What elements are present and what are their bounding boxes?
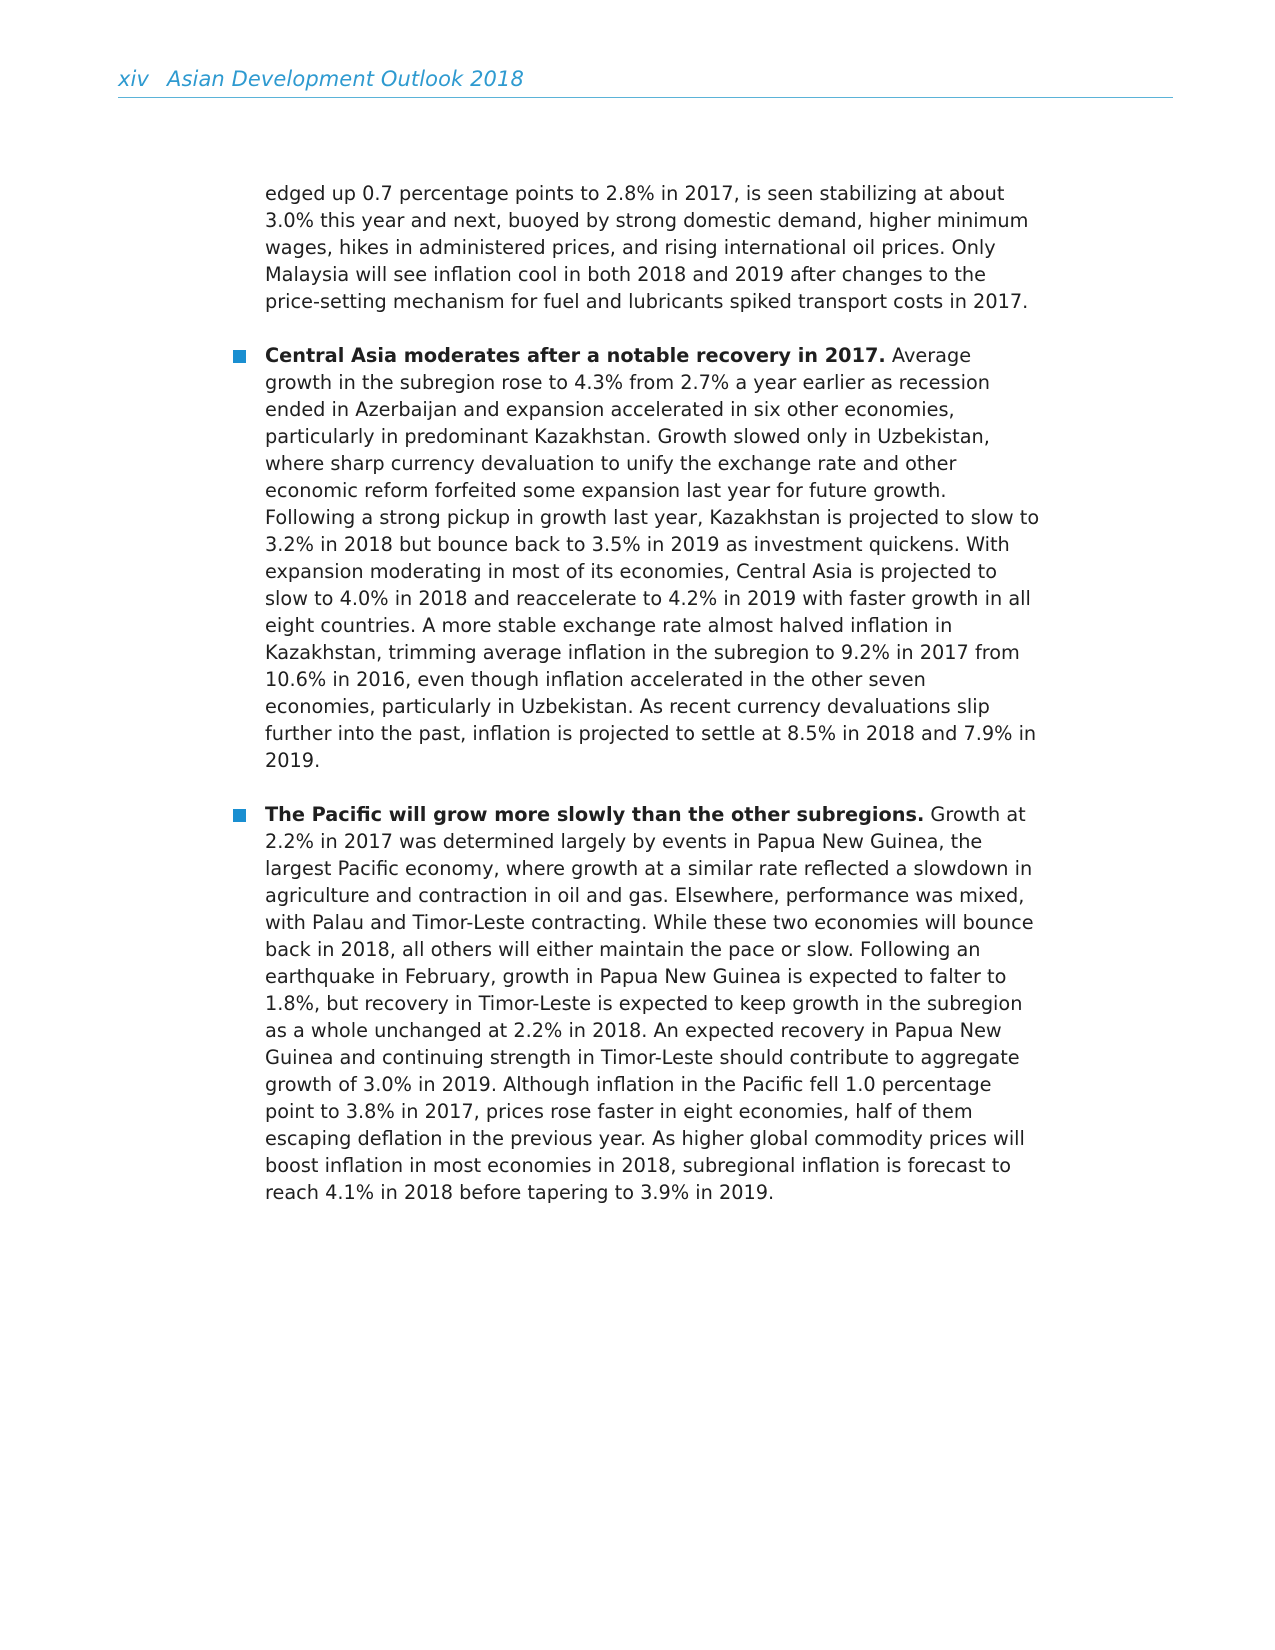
- bullet-lead: The Pacific will grow more slowly than the other subregions.: [265, 803, 925, 826]
- continuation-paragraph: edged up 0.7 percentage points to 2.8% in 2017, is seen stabilizing at about 3.0% this year and next, buoyed by strong domestic demand, higher minimum wages, hikes in administered prices, and rising international oil prices. Only Malaysia will see inflation cool in both 2018 and 2019 after changes to the price-setting mechanism for fuel and lubricants spiked transport costs in 2017.: [265, 182, 1029, 313]
- paragraph-spacer: [265, 315, 1040, 342]
- bullet-body: Growth at 2.2% in 2017 was determined largely by events in Papua New Guinea, the largest Pacific economy, where growth at a similar rate reflected a slowdown in agriculture and contraction in oil and gas. Elsewhere, performance was mixed, with Palau and Timor-Leste contracting. While these two economies will bounce back in 2018, all others will either maintain the pace or slow. Following an earthquake in February, growth in Papua New Guinea is expected to falter to 1.8%, but recovery in Timor-Leste is expected to keep growth in the subregion as a whole unchanged at 2.2% in 2018. An expected recovery in Papua New Guinea and continuing strength in Timor-Leste should contribute to aggregate growth of 3.0% in 2019. Although inflation in the Pacific fell 1.0 percentage point to 3.8% in 2017, prices rose faster in eight economies, half of them escaping deflation in the previous year. As higher global commodity prices will boost inflation in most economies in 2018, subregional inflation is forecast to reach 4.1% in 2018 before tapering to 3.9% in 2019.: [265, 803, 1034, 1204]
- bullet-central-asia: [265, 342, 1040, 774]
- bullet-paragraph: [265, 342, 1040, 774]
- bullet-square-icon: [233, 809, 246, 822]
- page-number: xiv: [118, 67, 149, 91]
- publication-title: Asian Development Outlook 2018: [167, 67, 524, 91]
- paragraph-spacer: [265, 774, 1040, 801]
- bullet-paragraph: [265, 801, 1040, 1206]
- bullet-pacific: [265, 801, 1040, 1206]
- bullet-body: Average growth in the subregion rose to 4.3% from 2.7% a year earlier as recession ended in Azerbaijan and expansion accelerated in six other economies, particularly in predominant Kazakhstan. Growth slowed only in Uzbekistan, where sharp currency devaluation to unify the exchange rate and other economic reform forfeited some expansion last year for future growth. Following a strong pickup in growth last year, Kazakhstan is projected to slow to 3.2% in 2018 but bounce back to 3.5% in 2019 as investment quickens. With expansion moderating in most of its economies, Central Asia is projected to slow to 4.0% in 2018 and reaccelerate to 4.2% in 2019 with faster growth in all eight countries. A more stable exchange rate almost halved inflation in Kazakhstan, trimming average inflation in the subregion to 9.2% in 2017 from 10.6% in 2016, even though inflation accelerated in the other seven economies, particularly in Uzbekistan. As recent currency devaluations slip further into the past, inflation is projected to settle at 8.5% in 2018 and 7.9% in 2019.: [265, 344, 1040, 772]
- running-header: [118, 64, 1173, 98]
- bullet-square-icon: [233, 350, 246, 363]
- body-text: [265, 180, 1040, 1206]
- bullet-lead: Central Asia moderates after a notable recovery in 2017.: [265, 344, 886, 367]
